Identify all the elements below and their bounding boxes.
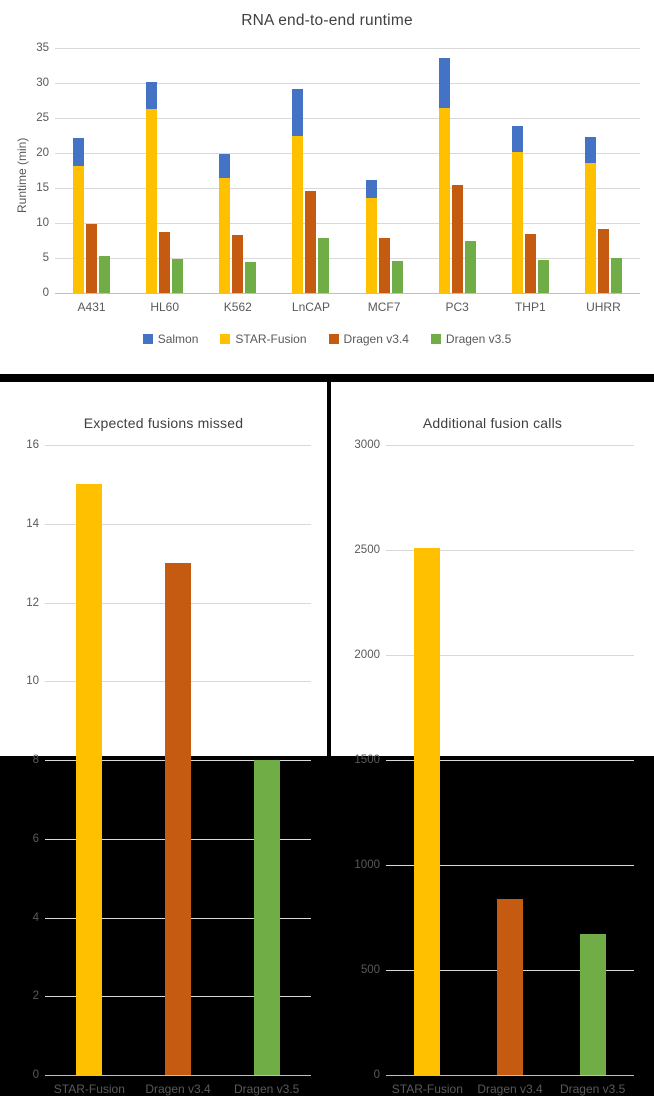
bar-dragen-v34 [86,224,97,293]
bar-dragen-v3-4 [497,899,523,1075]
y-axis-tick-label: 8 [32,754,39,766]
y-axis-tick-label: 20 [36,147,49,159]
x-axis-tick-label: HL60 [150,300,180,314]
gridline [55,83,640,84]
y-axis-tick-label: 0 [32,1069,39,1081]
legend-item [329,332,409,346]
y-axis-tick-label: 15 [36,182,49,194]
bar-star-fusion [146,109,157,293]
x-axis-tick-label: K562 [223,300,252,314]
additional-chart-title: Additional fusion calls [422,415,563,431]
y-axis-tick-label: 16 [26,439,39,451]
x-axis-tick-label: THP1 [514,300,546,314]
x-axis-tick-label: STAR-Fusion [53,1082,125,1096]
legend-swatch [431,334,441,344]
bar-dragen-v35 [465,241,476,293]
bar-dragen-v3-4 [165,563,191,1075]
bar-dragen-v34 [598,229,609,293]
bar-dragen-v34 [232,235,243,293]
bar-dragen-v35 [392,261,403,293]
legend-swatch [220,334,230,344]
runtime-chart-title: RNA end-to-end runtime [241,12,413,29]
x-axis-tick-label: Dragen v3.5 [559,1082,626,1096]
bar-dragen-v35 [172,259,183,293]
y-axis-tick-label: 14 [26,517,39,530]
bar-star-fusion [73,166,84,293]
x-axis-tick-label: STAR-Fusion [391,1082,463,1096]
legend-item [143,332,199,346]
y-axis-tick-label: 10 [26,675,39,688]
gridline [55,188,640,189]
additional-chart-panel [331,382,654,1096]
bar-dragen-v34 [305,191,316,293]
gridline [55,48,640,49]
y-axis-tick-label: 35 [36,42,49,54]
y-axis-title: Runtime (min) [15,137,29,213]
x-axis-tick-label: Dragen v3.5 [233,1082,300,1096]
gridline [55,118,640,119]
legend-item [220,332,306,346]
runtime-plot-area [15,42,640,314]
bar-dragen-v35 [245,262,256,293]
gridline [55,153,640,154]
missed-plot-area [26,439,311,1096]
bar-dragen-v3-5 [254,760,280,1075]
gridline [55,258,640,259]
gridline [55,223,640,224]
x-axis-tick-label: A431 [77,300,106,314]
gridline [386,445,634,446]
y-axis-tick-label: 2 [32,990,39,1003]
x-axis-tick-label: UHRR [586,300,621,314]
legend-swatch [143,334,153,344]
y-axis-tick-label: 10 [36,217,49,229]
bar-dragen-v35 [318,238,329,293]
legend-label: Salmon [157,332,199,346]
legend-label: Dragen v3.5 [445,332,512,346]
bar-dragen-v35 [99,256,110,293]
y-axis-tick-label: 5 [42,252,49,264]
legend-swatch [329,334,339,344]
bar-star-fusion [219,178,230,293]
y-axis-tick-label: 2500 [354,544,380,556]
legend-label: STAR-Fusion [235,332,307,346]
bar-star-fusion [76,484,102,1075]
bar-star-fusion [585,163,596,293]
bar-star-fusion [512,152,523,293]
bar-dragen-v34 [159,232,170,293]
gridline [55,293,640,294]
bar-dragen-v34 [452,185,463,294]
panel-divider-horizontal [0,374,654,382]
gridline [45,1075,311,1076]
x-axis-tick-label: Dragen v3.4 [145,1082,211,1096]
x-axis-tick-label: Dragen v3.4 [477,1082,543,1096]
bar-dragen-v3-5 [580,934,606,1075]
y-axis-tick-label: 4 [32,911,39,924]
bar-star-fusion [292,136,303,294]
additional-plot-area [354,439,634,1096]
bar-dragen-v34 [379,238,390,293]
bar-star-fusion [414,548,440,1075]
y-axis-tick-label: 3000 [354,439,380,451]
gridline [45,445,311,446]
legend-item [431,332,511,346]
bar-dragen-v35 [538,260,549,293]
y-axis-tick-label: 6 [32,832,39,845]
x-axis-tick-label: MCF7 [367,300,401,314]
bar-star-fusion [366,198,377,293]
bar-star-fusion [439,108,450,293]
gridline [386,1075,634,1076]
missed-chart-panel [0,382,327,1096]
x-axis-tick-label: LnCAP [291,300,330,314]
y-axis-tick-label: 1500 [354,754,380,766]
runtime-chart-panel [0,0,654,374]
y-axis-tick-label: 0 [42,287,49,299]
y-axis-tick-label: 30 [36,77,49,89]
bar-dragen-v34 [525,234,536,293]
bar-dragen-v35 [611,258,622,293]
y-axis-tick-label: 500 [360,964,380,976]
y-axis-tick-label: 12 [26,596,39,609]
x-axis-tick-label: PC3 [445,300,469,314]
y-axis-tick-label: 1000 [354,859,380,871]
y-axis-tick-label: 2000 [354,649,380,661]
missed-chart-title: Expected fusions missed [83,415,244,431]
y-axis-tick-label: 0 [373,1069,380,1081]
legend-label: Dragen v3.4 [343,332,409,346]
runtime-legend [0,332,654,346]
y-axis-tick-label: 25 [36,112,49,124]
